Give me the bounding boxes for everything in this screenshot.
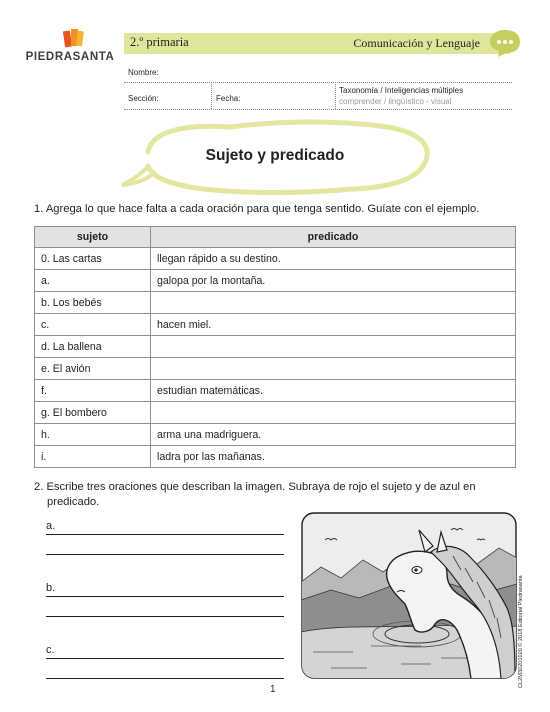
table-row <box>35 336 516 358</box>
sujeto-cell[interactable]: a. <box>35 270 151 292</box>
sujeto-cell: g. El bombero <box>35 402 151 424</box>
table-header-row <box>35 227 516 248</box>
sujeto-cell[interactable]: h. <box>35 424 151 446</box>
table-row <box>35 270 516 292</box>
taxonomy-title: Taxonomía / Inteligencias múltiples <box>339 86 464 95</box>
sujeto-cell: d. La ballena <box>35 336 151 358</box>
writing-line[interactable] <box>46 658 284 659</box>
nombre-line <box>124 82 512 83</box>
subject-label: Comunicación y Lenguaje <box>353 36 480 50</box>
grade-label: 2.º primaria <box>130 35 189 49</box>
table-row <box>35 248 516 270</box>
answer-table <box>34 226 516 468</box>
predicado-cell[interactable] <box>151 358 516 380</box>
brand-name: PIEDRASANTA <box>25 51 115 63</box>
predicado-cell: hacen miel. <box>151 314 516 336</box>
predicado-cell: arma una madriguera. <box>151 424 516 446</box>
sujeto-cell[interactable]: f. <box>35 380 151 402</box>
table-row <box>35 358 516 380</box>
table-row <box>35 292 516 314</box>
piedrasanta-logo-icon <box>62 26 86 50</box>
table-row <box>35 446 516 468</box>
predicado-cell[interactable] <box>151 292 516 314</box>
writing-line[interactable] <box>46 616 284 617</box>
seccion-label: Sección: <box>128 94 159 103</box>
column-header-predicado: predicado <box>151 227 516 248</box>
sujeto-cell: e. El avión <box>35 358 151 380</box>
copyright-notice: CL2M30201020 © 2018 Editorial Piedrasanta <box>518 575 524 688</box>
page-number: 1 <box>270 684 276 695</box>
predicado-cell[interactable] <box>151 336 516 358</box>
sujeto-cell[interactable]: c. <box>35 314 151 336</box>
exercise2-instruction-line2: predicado. <box>47 496 100 508</box>
column-header-sujeto: sujeto <box>35 227 151 248</box>
fecha-label: Fecha: <box>216 94 241 103</box>
worksheet-title: Sujeto y predicado <box>205 147 345 164</box>
table-row <box>35 424 516 446</box>
taxonomy-values: comprender / lingüístico - visual <box>339 97 452 106</box>
predicado-cell: llegan rápido a su destino. <box>151 248 516 270</box>
answer-label-b: b. <box>46 582 56 594</box>
sujeto-cell: 0. Las cartas <box>35 248 151 270</box>
exercise1-instruction: 1. Agrega lo que hace falta a cada oración para que tenga sentido. Guíate con el ejemplo. <box>34 203 480 215</box>
field-divider <box>335 82 336 109</box>
answer-label-c: c. <box>46 644 55 656</box>
nombre-label: Nombre: <box>128 68 159 77</box>
field-divider <box>211 82 212 109</box>
speech-bubble-icon <box>488 27 522 59</box>
section-line <box>124 109 512 110</box>
predicado-cell: estudian matemáticas. <box>151 380 516 402</box>
writing-line[interactable] <box>46 596 284 597</box>
predicado-cell[interactable] <box>151 402 516 424</box>
writing-line[interactable] <box>46 534 284 535</box>
sujeto-cell: b. Los bebés <box>35 292 151 314</box>
sujeto-cell[interactable]: i. <box>35 446 151 468</box>
predicado-cell: galopa por la montaña. <box>151 270 516 292</box>
writing-line[interactable] <box>46 678 284 679</box>
writing-line[interactable] <box>46 554 284 555</box>
answer-label-a: a. <box>46 520 56 532</box>
horse-drinking-illustration <box>301 512 517 679</box>
table-row <box>35 314 516 336</box>
exercise2-instruction-line1: 2. Escribe tres oraciones que describan la imagen. Subraya de rojo el sujeto y de azul en <box>34 481 476 493</box>
table-row <box>35 380 516 402</box>
predicado-cell: ladra por las mañanas. <box>151 446 516 468</box>
table-row <box>35 402 516 424</box>
